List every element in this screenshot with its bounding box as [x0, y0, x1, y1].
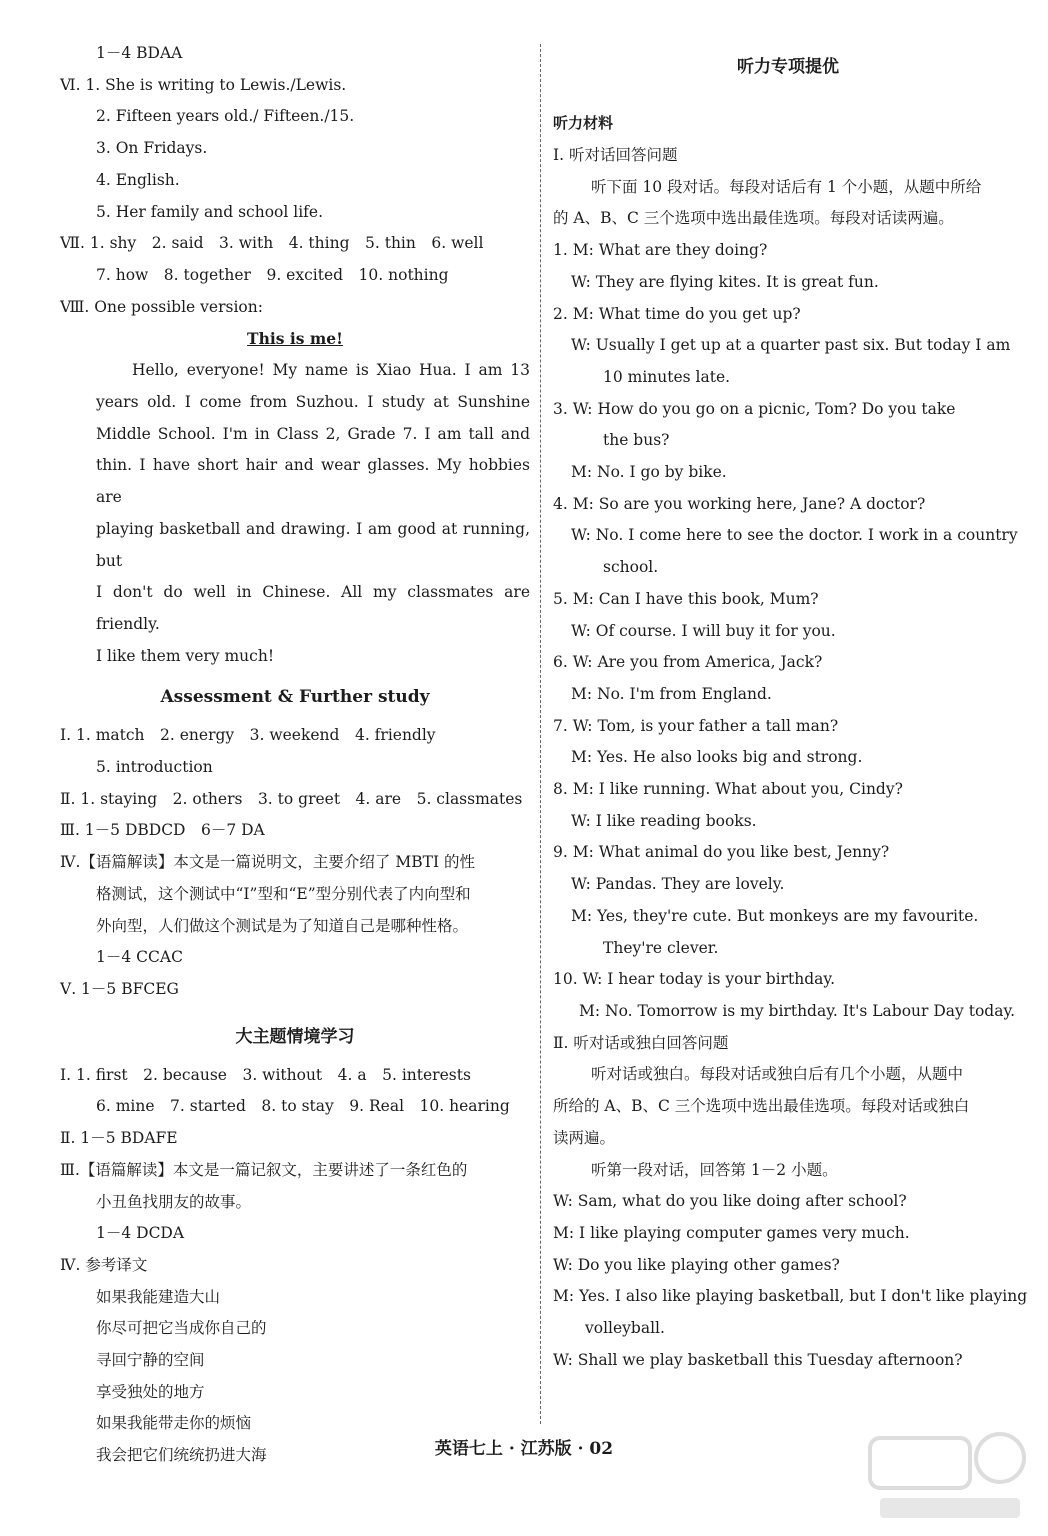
- dialogue-line: 6. W: Are you from America, Jack?: [553, 653, 823, 672]
- poem-line: 你尽可把它当成你自己的: [96, 1319, 267, 1338]
- listening-material-label: 听力材料: [553, 114, 614, 132]
- dialogue-line: W: Shall we play basketball this Tuesday afternoon?: [553, 1350, 963, 1369]
- part-heading: Ⅰ. 听对话回答问题: [553, 146, 678, 164]
- dialogue-line: M: Yes, they're cute. But monkeys are my favourite.: [571, 906, 979, 925]
- dialogue-line: W: I like reading books.: [571, 811, 757, 830]
- poem-line: 寻回宁静的空间: [96, 1351, 205, 1370]
- answer-line: 1－4 DCDA: [96, 1224, 185, 1243]
- dialogue-line: 1. M: What are they doing?: [553, 241, 768, 260]
- dialogue-line: W: No. I come here to see the doctor. I work in a country: [571, 526, 1018, 545]
- instruction-line: 听对话或独白。每段对话或独白后有几个小题，从题中: [591, 1065, 964, 1084]
- section-heading-theme: 大主题情境学习: [235, 1026, 355, 1047]
- section-heading-listening: 听力专项提优: [737, 57, 839, 77]
- poem-line: 如果我能带走你的烦恼: [96, 1414, 252, 1433]
- dialogue-line: M: Yes. He also looks big and strong.: [571, 748, 863, 767]
- essay-line: years old. I come from Suzhou. I study at Sunshine: [96, 393, 530, 412]
- answer-line: 7. how 8. together 9. excited 10. nothing: [96, 265, 449, 284]
- poem-line: 如果我能建造大山: [96, 1287, 221, 1306]
- answer-line: Ⅰ. 1. match 2. energy 3. weekend 4. friendly: [60, 726, 436, 745]
- dialogue-line: W: Usually I get up at a quarter past six. But today I am: [571, 336, 1011, 355]
- essay-line: Hello, everyone! My name is Xiao Hua. I am 13: [132, 361, 530, 380]
- answer-line: 4. English.: [96, 170, 180, 189]
- dialogue-line: M: I like playing computer games very much.: [553, 1223, 910, 1242]
- essay-line: I don't do well in Chinese. All my classmates are friendly.: [96, 583, 530, 633]
- poem-line: 我会把它们统统扔进大海: [96, 1446, 267, 1465]
- instruction-line: 所给的 A、B、C 三个选项中选出最佳选项。每段对话或独白: [553, 1097, 970, 1116]
- answer-line: 1－4 CCAC: [96, 948, 183, 967]
- essay-title: This is me!: [247, 329, 343, 349]
- dialogue-line: 9. M: What animal do you like best, Jenny?: [553, 843, 890, 862]
- answer-line: Ⅶ. 1. shy 2. said 3. with 4. thing 5. thin 6. well: [60, 234, 484, 253]
- dialogue-line: W: They are flying kites. It is great fun.: [571, 272, 879, 291]
- dialogue-line: They're clever.: [603, 938, 719, 957]
- instruction-line: 听第一段对话，回答第 1－2 小题。: [591, 1160, 838, 1179]
- answer-line: Ⅲ.【语篇解读】本文是一篇记叙文，主要讲述了一条红色的: [60, 1160, 468, 1179]
- essay-line: thin. I have short hair and wear glasses. My hobbies are: [96, 456, 530, 507]
- essay-line: playing basketball and drawing. I am good at running, but: [96, 519, 530, 570]
- answer-line: Ⅰ. 1. first 2. because 3. without 4. a 5. interests: [60, 1065, 471, 1084]
- dialogue-line: W: Of course. I will buy it for you.: [571, 621, 836, 640]
- page-footer: 英语七上 · 江苏版 · 02: [434, 1439, 614, 1459]
- dialogue-line: M: No. I go by bike.: [571, 463, 727, 482]
- answer-line: Ⅳ.【语篇解读】本文是一篇说明文，主要介绍了 MBTI 的性: [60, 853, 475, 872]
- right-column: [553, 52, 1028, 1376]
- answer-line: 格测试，这个测试中“I”型和“E”型分别代表了内向型和: [96, 884, 471, 903]
- dialogue-line: 7. W: Tom, is your father a tall man?: [553, 716, 839, 735]
- dialogue-line: W: Sam, what do you like doing after school?: [553, 1192, 907, 1211]
- dialogue-line: M: Yes. I also like playing basketball, but I don't like playing: [553, 1287, 1028, 1306]
- answer-line: 2. Fifteen years old./ Fifteen./15.: [96, 107, 355, 126]
- answer-line: 3. On Fridays.: [96, 139, 208, 158]
- answer-line: 5. introduction: [96, 758, 213, 777]
- answer-line: Ⅱ. 1－5 BDAFE: [60, 1129, 178, 1148]
- answer-line: 外向型，人们做这个测试是为了知道自己是哪种性格。: [96, 916, 469, 935]
- dialogue-line: volleyball.: [585, 1319, 665, 1338]
- answer-line: Ⅳ. 参考译文: [60, 1255, 148, 1274]
- essay-line: Middle School. I'm in Class 2, Grade 7. I am tall and: [96, 424, 530, 443]
- instruction-line: 听下面 10 段对话。每段对话后有 1 个小题，从题中所给: [591, 177, 982, 196]
- dialogue-line: M: No. Tomorrow is my birthday. It's Labour Day today.: [579, 1001, 1016, 1020]
- dialogue-line: the bus?: [603, 431, 670, 450]
- dialogue-line: 10 minutes late.: [603, 367, 731, 386]
- watermark-logo: [850, 1418, 1030, 1528]
- part-heading: Ⅱ. 听对话或独白回答问题: [553, 1033, 729, 1052]
- dialogue-line: W: Do you like playing other games?: [553, 1255, 840, 1274]
- answer-line: 1－4 BDAA: [96, 44, 183, 62]
- dialogue-line: 4. M: So are you working here, Jane? A doctor?: [553, 494, 926, 513]
- answer-line: Ⅲ. 1－5 DBDCD 6－7 DA: [60, 821, 265, 840]
- dialogue-line: M: No. I'm from England.: [571, 684, 772, 703]
- essay-line: I like them very much!: [96, 646, 275, 665]
- answer-line: Ⅴ. 1－5 BFCEG: [60, 979, 179, 998]
- instruction-line: 读两遍。: [553, 1128, 616, 1147]
- answer-line: Ⅱ. 1. staying 2. others 3. to greet 4. are 5. classmates: [60, 789, 523, 808]
- column-divider: [540, 44, 541, 1424]
- answer-line: Ⅷ. One possible version:: [60, 297, 263, 316]
- dialogue-line: 8. M: I like running. What about you, Cindy?: [553, 780, 903, 799]
- answer-line: 6. mine 7. started 8. to stay 9. Real 10. hearing: [96, 1097, 510, 1116]
- dialogue-line: 10. W: I hear today is your birthday.: [553, 970, 836, 989]
- answer-line: Ⅵ. 1. She is writing to Lewis./Lewis.: [60, 75, 347, 94]
- answer-line: 小丑鱼找朋友的故事。: [96, 1192, 252, 1211]
- answer-line: 5. Her family and school life.: [96, 202, 324, 221]
- poem-line: 享受独处的地方: [96, 1382, 205, 1401]
- dialogue-line: 2. M: What time do you get up?: [553, 304, 801, 323]
- dialogue-line: school.: [603, 558, 659, 577]
- dialogue-line: W: Pandas. They are lovely.: [571, 875, 785, 894]
- left-column: [60, 38, 530, 1472]
- dialogue-line: 3. W: How do you go on a picnic, Tom? Do you take: [553, 399, 956, 418]
- section-heading-assessment: Assessment & Further study: [160, 687, 430, 708]
- instruction-line: 的 A、B、C 三个选项中选出最佳选项。每段对话读两遍。: [553, 209, 954, 228]
- dialogue-line: 5. M: Can I have this book, Mum?: [553, 589, 819, 608]
